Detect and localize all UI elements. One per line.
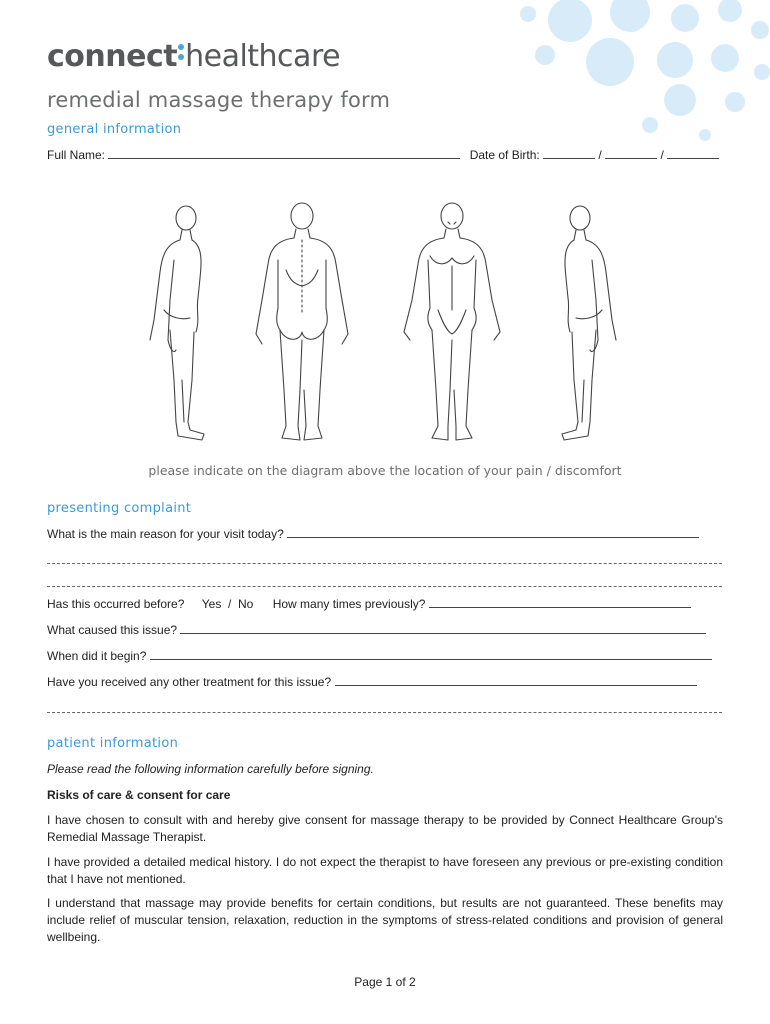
full-name-label: Full Name:	[47, 148, 106, 162]
begin-field[interactable]	[150, 658, 712, 660]
diagram-caption: please indicate on the diagram above the location of your pain / discomfort	[148, 463, 622, 478]
cause-row	[47, 623, 706, 637]
form-title: remedial massage therapy form	[47, 88, 391, 112]
treatment-row	[47, 675, 697, 689]
dob-label: Date of Birth:	[469, 148, 540, 162]
decorative-bubble-pattern	[510, 0, 770, 160]
dob-separator: /	[660, 148, 664, 162]
full-name-field[interactable]	[108, 157, 460, 159]
dob-day-field[interactable]	[543, 157, 595, 159]
cause-field[interactable]	[180, 632, 706, 634]
body-figure-back[interactable]	[256, 203, 348, 440]
times-previously-field[interactable]	[429, 606, 691, 608]
treatment-continuation-line[interactable]	[47, 712, 722, 713]
consent-paragraph-3: I understand that massage may provide benefits for certain conditions, but results are not guaranteed. These benefits may include relief of muscular tension, relaxation, reduction in the symptoms of stress-related conditions and provision of general wellbeing.	[47, 896, 723, 944]
brand-logo-part2: healthcare	[185, 39, 341, 74]
occurred-before-question: Has this occurred before?	[47, 597, 185, 611]
brand-logo	[47, 39, 341, 74]
section-heading-patient: patient information	[47, 736, 179, 751]
patient-intro: Please read the following information carefully before signing.	[47, 762, 374, 776]
consent-paragraph-2: I have provided a detailed medical history. I do not expect the therapist to have foreseen any previous or pre-existing condition that I have not mentioned.	[47, 855, 723, 886]
treatment-question: Have you received any other treatment for this issue?	[47, 675, 332, 689]
dob-year-field[interactable]	[667, 157, 719, 159]
reason-continuation-line-2[interactable]	[47, 586, 722, 587]
section-heading-complaint: presenting complaint	[47, 501, 192, 516]
reason-row	[47, 527, 699, 541]
cause-question: What caused this issue?	[47, 623, 178, 637]
dob-separator: /	[598, 148, 602, 162]
dob-month-field[interactable]	[605, 157, 657, 159]
body-diagram[interactable]	[130, 200, 640, 450]
body-figure-side-right[interactable]	[150, 206, 204, 440]
full-name-row	[47, 148, 719, 162]
begin-question: When did it begin?	[47, 649, 147, 663]
begin-row	[47, 649, 712, 663]
occurred-before-row	[47, 597, 691, 611]
section-heading-general: general information	[47, 122, 182, 137]
treatment-field[interactable]	[335, 684, 697, 686]
reason-continuation-line-1[interactable]	[47, 563, 722, 564]
body-figure-side-left[interactable]	[562, 206, 616, 440]
yes-no-choice[interactable]: Yes / No	[201, 597, 254, 611]
brand-logo-part1: connect	[47, 39, 178, 74]
page-number: Page 1 of 2	[354, 975, 416, 989]
reason-field[interactable]	[287, 536, 699, 538]
times-previously-question: How many times previously?	[272, 597, 426, 611]
reason-question: What is the main reason for your visit today?	[47, 527, 284, 541]
consent-subheading: Risks of care & consent for care	[47, 788, 231, 802]
brand-logo-separator	[178, 40, 184, 64]
body-figure-front[interactable]	[404, 203, 500, 440]
consent-paragraph-1: I have chosen to consult with and hereby give consent for massage therapy to be provided by Connect Healthcare Group's Remedial Massage Therapist.	[47, 813, 723, 844]
